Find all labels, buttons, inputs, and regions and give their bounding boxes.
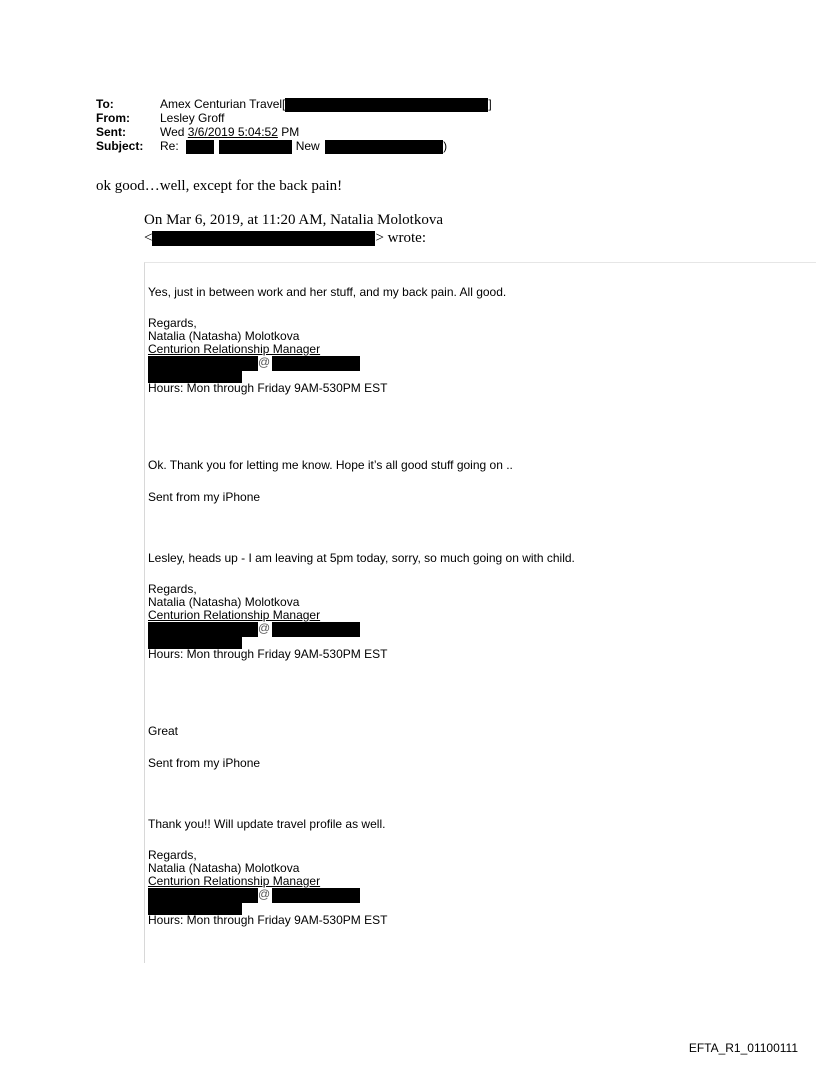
quote-attribution bbox=[144, 211, 443, 247]
to-close: ] bbox=[488, 97, 492, 111]
signature-email bbox=[148, 622, 387, 635]
signature-hours: Hours: Mon through Friday 9AM-530PM EST bbox=[148, 913, 388, 927]
quote-line: On Mar 6, 2019, at 11:20 AM, Natalia Molotkova bbox=[144, 212, 443, 228]
redaction-block bbox=[325, 140, 443, 154]
signature-title: Centurion Relationship Manager bbox=[148, 608, 321, 622]
signature-email bbox=[148, 356, 387, 369]
from-label: From: bbox=[96, 111, 130, 125]
subject-word: New bbox=[295, 139, 320, 153]
signature-regards: Regards, bbox=[148, 316, 197, 330]
redaction-block bbox=[285, 98, 488, 112]
signature-name: Natalia (Natasha) Molotkova bbox=[148, 861, 300, 875]
sent-from-iphone: Sent from my iPhone bbox=[148, 756, 261, 770]
signature-at: @ bbox=[258, 887, 271, 901]
sent-from-iphone: Sent from my iPhone bbox=[148, 490, 261, 504]
signature-title: Centurion Relationship Manager bbox=[148, 874, 321, 888]
redaction-block bbox=[272, 622, 360, 637]
subject-value bbox=[160, 139, 447, 153]
sent-label: Sent: bbox=[96, 125, 126, 139]
message-text: Yes, just in between work and her stuff, and my back pain. All good. bbox=[148, 285, 507, 299]
message-text: Great bbox=[148, 724, 179, 738]
reply-body: ok good…well, except for the back pain! bbox=[96, 178, 343, 194]
redaction-block bbox=[272, 888, 360, 903]
signature-name: Natalia (Natasha) Molotkova bbox=[148, 595, 300, 609]
sent-day: Wed bbox=[160, 125, 188, 139]
sent-value bbox=[160, 125, 299, 139]
quote-wrote: > wrote: bbox=[375, 230, 426, 246]
signature-title: Centurion Relationship Manager bbox=[148, 342, 321, 356]
signature-at: @ bbox=[258, 621, 271, 635]
to-label: To: bbox=[96, 97, 114, 111]
signature-regards: Regards, bbox=[148, 848, 197, 862]
sent-row bbox=[96, 125, 492, 139]
redaction-block bbox=[152, 231, 375, 246]
quoted-thread bbox=[144, 262, 816, 963]
sent-datetime: 3/6/2019 5:04:52 bbox=[187, 125, 278, 139]
signature-block bbox=[148, 849, 387, 927]
message-text: Thank you!! Will update travel profile as well. bbox=[148, 817, 386, 831]
signature-hours: Hours: Mon through Friday 9AM-530PM EST bbox=[148, 647, 388, 661]
document-id: EFTA_R1_01100111 bbox=[688, 1041, 798, 1055]
from-value: Lesley Groff bbox=[160, 111, 225, 125]
subject-row bbox=[96, 139, 492, 153]
signature-name: Natalia (Natasha) Molotkova bbox=[148, 329, 300, 343]
subject-label: Subject: bbox=[96, 139, 144, 153]
subject-close: ) bbox=[443, 139, 448, 153]
sent-ampm: PM bbox=[277, 125, 300, 139]
signature-block bbox=[148, 317, 387, 395]
subject-prefix: Re: bbox=[160, 139, 179, 153]
message-text: Lesley, heads up - I am leaving at 5pm today, sorry, so much going on with child. bbox=[148, 551, 575, 565]
redaction-block bbox=[219, 140, 292, 154]
quote-email-line bbox=[144, 229, 443, 247]
message-text: Ok. Thank you for letting me know. Hope it’s all good stuff going on .. bbox=[148, 458, 513, 472]
from-row bbox=[96, 111, 492, 125]
signature-at: @ bbox=[258, 355, 271, 369]
to-name: Amex Centurian Travel[ bbox=[160, 97, 286, 111]
signature-block bbox=[148, 583, 387, 661]
to-row bbox=[96, 97, 492, 111]
to-value bbox=[160, 97, 492, 111]
email-header bbox=[96, 97, 492, 153]
quote-lt: < bbox=[144, 230, 153, 246]
redaction-block bbox=[186, 140, 214, 154]
signature-email bbox=[148, 888, 387, 901]
signature-regards: Regards, bbox=[148, 582, 197, 596]
redaction-block bbox=[272, 356, 360, 371]
signature-hours: Hours: Mon through Friday 9AM-530PM EST bbox=[148, 381, 388, 395]
